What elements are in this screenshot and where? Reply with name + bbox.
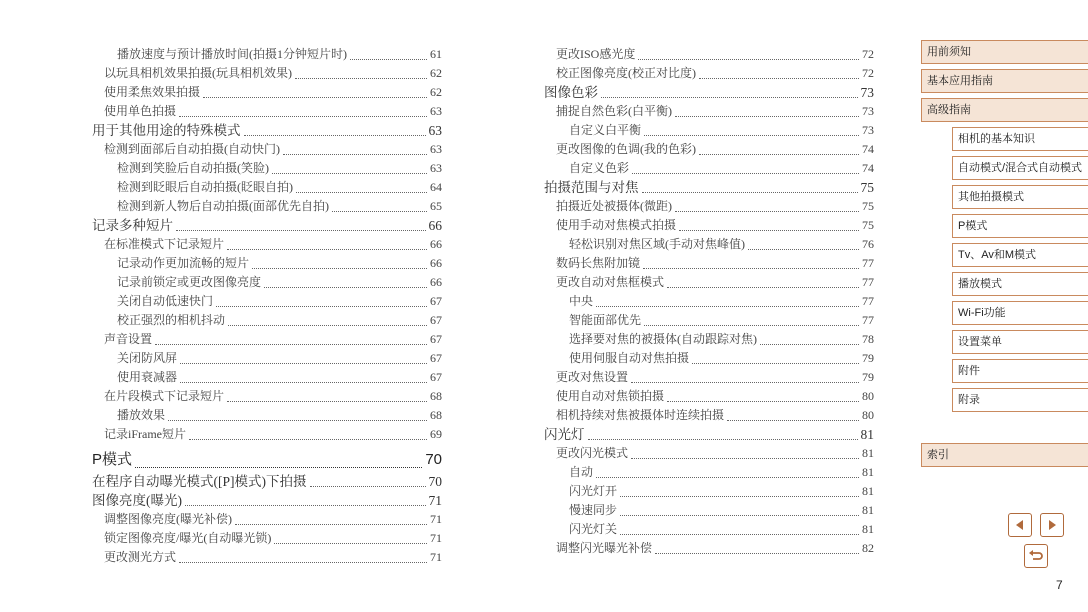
dot-leader [699,154,859,155]
dot-leader [227,249,427,250]
dot-leader [631,382,859,383]
toc-entry-title: 在程序自动曝光模式([P]模式)下拍摄 [92,474,307,489]
toc-entry[interactable] [92,448,442,472]
toc-entry[interactable] [544,197,874,216]
toc-entry-title: 更改闪光模式 [556,446,629,460]
toc-entry-title: 检测到笑脸后自动拍摄(笑脸) [117,161,269,175]
toc-entry-page: 73 [862,104,874,118]
toc-entry[interactable] [544,121,874,140]
dot-leader [596,306,859,307]
toc-entry-page: 78 [862,332,874,346]
toc-entry-page: 77 [862,294,874,308]
toc-entry-title: 更改ISO感光度 [556,47,636,61]
toc-entry-page: 67 [430,332,442,346]
dot-leader [203,97,427,98]
dot-leader [180,363,427,364]
nav-tab[interactable]: 其他拍摄模式 [952,185,1088,209]
dot-leader [295,78,427,79]
toc-entry-page: 64 [430,180,442,194]
toc-entry[interactable] [544,539,874,558]
toc-entry-title: 声音设置 [104,332,153,346]
toc-entry[interactable] [92,121,442,140]
dot-leader [185,505,426,506]
toc-entry-page: 81 [860,427,874,442]
next-page-button[interactable] [1040,513,1064,537]
dot-leader [667,401,859,402]
toc-entry-title: 记录前锁定或更改图像亮度 [117,275,262,289]
toc-entry-title: 捕捉自然色彩(白平衡) [556,104,672,118]
toc-entry[interactable] [92,387,442,406]
toc-entry-title: 使用自动对焦锁拍摄 [556,389,665,403]
toc-entry-title: 调整图像亮度(曝光补偿) [104,512,232,526]
dot-leader [332,211,427,212]
toc-entry-page: 63 [430,142,442,156]
dot-leader [727,420,859,421]
toc-entry-page: 62 [430,66,442,80]
toc-right-column [544,45,874,558]
toc-entry-title: 慢速同步 [569,503,618,517]
toc-entry[interactable] [92,140,442,159]
dot-leader [596,477,859,478]
toc-entry-title: 在标准模式下记录短片 [104,237,225,251]
toc-entry-page: 70 [428,474,442,489]
toc-entry-page: 72 [862,66,874,80]
toc-entry[interactable] [544,254,874,273]
toc-entry-title: 闪光灯开 [569,484,618,498]
toc-entry[interactable] [544,387,874,406]
toc-entry-title: 关闭防风屏 [117,351,178,365]
toc-entry[interactable] [544,102,874,121]
toc-entry-title: 校正强烈的相机抖动 [117,313,226,327]
toc-entry[interactable] [92,311,442,330]
dot-leader [350,59,427,60]
toc-entry[interactable] [92,216,442,235]
toc-entry-page: 76 [862,237,874,251]
nav-tab[interactable]: Tv、Av和M模式 [952,243,1088,267]
toc-entry-page: 81 [862,484,874,498]
toc-entry-title: 更改测光方式 [104,550,177,564]
toc-entry-title: 自定义白平衡 [569,123,642,137]
toc-entry[interactable] [544,330,874,349]
toc-entry-page: 74 [862,161,874,175]
toc-left-column [92,45,442,567]
dot-leader [644,325,859,326]
toc-entry-page: 81 [862,522,874,536]
toc-entry-page: 63 [428,123,442,138]
toc-entry-page: 61 [430,47,442,61]
dot-leader [638,59,859,60]
toc-entry[interactable] [544,349,874,368]
toc-entry[interactable] [92,178,442,197]
toc-entry-title: 选择要对焦的被摄体(自动跟踪对焦) [569,332,757,346]
toc-entry[interactable] [92,83,442,102]
dot-leader [643,268,859,269]
toc-entry-title: 智能面部优先 [569,313,642,327]
toc-entry-page: 63 [430,161,442,175]
dot-leader [620,496,859,497]
toc-entry[interactable] [544,216,874,235]
toc-entry[interactable] [92,368,442,387]
toc-entry-title: 图像色彩 [544,85,598,100]
dot-leader [692,363,859,364]
toc-entry[interactable] [92,45,442,64]
toc-entry-title: 使用伺服自动对焦拍摄 [569,351,690,365]
toc-entry-page: 81 [862,465,874,479]
toc-entry-title: 闪光灯 [544,427,585,442]
toc-entry-page: 67 [430,294,442,308]
dot-leader [679,230,859,231]
toc-entry-title: 记录动作更加流畅的短片 [117,256,250,270]
toc-entry[interactable] [92,330,442,349]
dot-leader [642,192,858,193]
toc-entry-page: 66 [430,275,442,289]
toc-entry[interactable] [92,491,442,510]
toc-entry[interactable] [544,520,874,539]
toc-entry[interactable] [544,444,874,463]
toc-entry[interactable] [544,425,874,444]
toc-entry[interactable] [544,178,874,197]
dot-leader [620,534,859,535]
dot-leader [667,287,859,288]
toc-entry[interactable] [92,510,442,529]
dot-leader [644,135,859,136]
toc-entry-page: 72 [862,47,874,61]
toc-entry[interactable] [544,64,874,83]
dot-leader [631,458,859,459]
toc-entry[interactable] [544,159,874,178]
toc-entry-page: 81 [862,503,874,517]
toc-entry-page: 81 [862,446,874,460]
toc-entry-title: 在片段模式下记录短片 [104,389,225,403]
nav-tab[interactable]: 用前须知 [921,40,1088,64]
toc-entry-title: 相机持续对焦被摄体时连续拍摄 [556,408,725,422]
toc-entry-title: 关闭自动低速快门 [117,294,214,308]
toc-entry[interactable] [92,425,442,444]
toc-entry-title: 使用衰减器 [117,370,178,384]
toc-entry-page: 67 [430,351,442,365]
toc-entry-page: 65 [430,199,442,213]
toc-entry-page: 62 [430,85,442,99]
toc-entry-title: 记录多种短片 [92,218,173,233]
toc-entry-page: 73 [862,123,874,137]
nav-tab[interactable]: 基本应用指南 [921,69,1088,93]
dot-leader [216,306,427,307]
toc-entry-title: 更改自动对焦框模式 [556,275,665,289]
return-button[interactable] [1024,544,1048,568]
dot-leader [176,230,426,231]
toc-entry-title: 以玩具相机效果拍摄(玩具相机效果) [104,66,292,80]
previous-page-button[interactable] [1008,513,1032,537]
toc-entry-title: 检测到面部后自动拍摄(自动快门) [104,142,280,156]
dot-leader [632,173,859,174]
toc-entry-page: 77 [862,275,874,289]
toc-entry-page: 71 [430,550,442,564]
toc-entry[interactable] [92,102,442,121]
dot-leader [235,524,427,525]
nav-tab[interactable]: 播放模式 [952,272,1088,296]
toc-entry-title: 检测到新人物后自动拍摄(面部优先自拍) [117,199,329,213]
dot-leader [264,287,427,288]
toc-entry[interactable] [544,406,874,425]
nav-tab[interactable]: 附件 [952,359,1088,383]
toc-entry[interactable] [92,64,442,83]
dot-leader [655,553,859,554]
dot-leader [180,382,427,383]
dot-leader [588,439,858,440]
toc-entry[interactable] [544,463,874,482]
nav-tab[interactable]: 索引 [921,443,1088,467]
dot-leader [675,211,859,212]
nav-tab[interactable]: 附录 [952,388,1088,412]
toc-entry[interactable] [92,548,442,567]
toc-entry[interactable] [92,472,442,491]
nav-tab[interactable]: P模式 [952,214,1088,238]
toc-entry-page: 71 [430,531,442,545]
dot-leader [748,249,859,250]
toc-entry-page: 66 [428,218,442,233]
toc-entry[interactable] [544,292,874,311]
toc-entry-page: 75 [862,199,874,213]
toc-entry[interactable] [92,235,442,254]
toc-entry-page: 75 [862,218,874,232]
toc-entry-page: 70 [425,451,442,468]
toc-entry-title: 记录iFrame短片 [104,427,186,441]
toc-entry-page: 71 [428,493,442,508]
toc-entry-page: 73 [860,85,874,100]
dot-leader [179,562,427,563]
toc-entry-page: 67 [430,313,442,327]
toc-entry-title: 用于其他用途的特殊模式 [92,123,241,138]
toc-entry-page: 79 [862,370,874,384]
dot-leader [155,344,427,345]
toc-entry[interactable] [92,406,442,425]
toc-entry-page: 71 [430,512,442,526]
dot-leader [272,173,427,174]
nav-tab[interactable]: Wi-Fi功能 [952,301,1088,325]
toc-entry-title: 数码长焦附加镜 [556,256,641,270]
nav-tab[interactable]: 高级指南 [921,98,1088,122]
toc-entry[interactable] [544,482,874,501]
dot-leader [283,154,427,155]
dot-leader [179,116,427,117]
dot-leader [228,325,427,326]
dot-leader [189,439,427,440]
dot-leader [244,135,426,136]
toc-entry-page: 77 [862,313,874,327]
toc-entry-title: 拍摄近处被摄体(微距) [556,199,672,213]
toc-entry[interactable] [92,254,442,273]
dot-leader [296,192,427,193]
toc-entry-title: 调整闪光曝光补偿 [556,541,653,555]
return-icon [1028,549,1044,563]
toc-entry-title: 播放效果 [117,408,166,422]
toc-entry[interactable] [544,235,874,254]
toc-entry-title: 拍摄范围与对焦 [544,180,639,195]
dot-leader [168,420,427,421]
toc-entry-title: 更改对焦设置 [556,370,629,384]
toc-entry[interactable] [92,159,442,178]
dot-leader [675,116,859,117]
dot-leader [252,268,427,269]
toc-entry[interactable] [544,273,874,292]
dot-leader [135,467,422,468]
toc-entry[interactable] [92,292,442,311]
nav-tab[interactable]: 自动模式/混合式自动模式 [952,156,1088,180]
toc-entry[interactable] [92,197,442,216]
page-number: 7 [1056,578,1063,592]
toc-entry-page: 68 [430,389,442,403]
toc-entry[interactable] [92,529,442,548]
dot-leader [760,344,859,345]
dot-leader [227,401,427,402]
arrow-right-icon [1045,518,1059,532]
toc-entry-page: 66 [430,237,442,251]
toc-entry-page: 79 [862,351,874,365]
toc-entry-title: 自定义色彩 [569,161,630,175]
toc-entry[interactable] [92,349,442,368]
toc-entry-title: P模式 [92,451,133,468]
toc-entry[interactable] [544,311,874,330]
toc-entry-title: 使用手动对焦模式拍摄 [556,218,677,232]
nav-tab[interactable]: 相机的基本知识 [952,127,1088,151]
toc-entry-title: 轻松识别对焦区域(手动对焦峰值) [569,237,745,251]
toc-entry[interactable] [544,368,874,387]
nav-tab[interactable]: 设置菜单 [952,330,1088,354]
toc-entry[interactable] [544,501,874,520]
toc-entry-page: 77 [862,256,874,270]
toc-entry-page: 67 [430,370,442,384]
toc-entry[interactable] [544,83,874,102]
dot-leader [601,97,858,98]
toc-entry-title: 锁定图像亮度/曝光(自动曝光锁) [104,531,272,545]
toc-entry-page: 80 [862,389,874,403]
toc-entry-title: 闪光灯关 [569,522,618,536]
toc-entry[interactable] [92,273,442,292]
toc-entry-title: 更改图像的色调(我的色彩) [556,142,696,156]
toc-entry-title: 使用单色拍摄 [104,104,177,118]
toc-entry-page: 80 [862,408,874,422]
toc-entry-page: 63 [430,104,442,118]
toc-entry-title: 图像亮度(曝光) [92,493,182,508]
arrow-left-icon [1013,518,1027,532]
dot-leader [310,486,426,487]
toc-entry-title: 校正图像亮度(校正对比度) [556,66,696,80]
toc-entry-page: 82 [862,541,874,555]
toc-entry-title: 播放速度与预计播放时间(拍摄1分钟短片时) [117,47,347,61]
toc-entry-title: 使用柔焦效果拍摄 [104,85,201,99]
dot-leader [699,78,859,79]
toc-entry[interactable] [544,45,874,64]
dot-leader [274,543,427,544]
toc-entry[interactable] [544,140,874,159]
toc-entry-page: 69 [430,427,442,441]
toc-entry-title: 检测到眨眼后自动拍摄(眨眼自拍) [117,180,293,194]
dot-leader [620,515,859,516]
toc-entry-title: 中央 [569,294,594,308]
toc-entry-title: 自动 [569,465,594,479]
toc-entry-page: 74 [862,142,874,156]
toc-entry-page: 66 [430,256,442,270]
toc-entry-page: 75 [860,180,874,195]
toc-entry-page: 68 [430,408,442,422]
